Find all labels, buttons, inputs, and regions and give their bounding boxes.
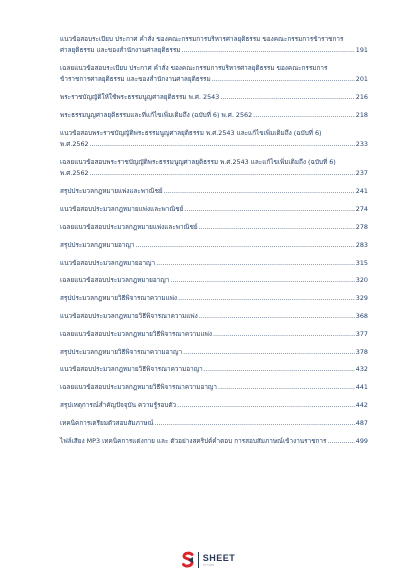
- dot-leader: [156, 258, 355, 269]
- toc-entry: [60, 240, 368, 251]
- toc-entry-title: ศาลยุติธรรม และของสำนักงานศาลยุติธรรม: [60, 46, 181, 55]
- toc-entry: [60, 400, 368, 411]
- toc-entry-row: [60, 74, 368, 85]
- toc-page-number: 329: [355, 294, 368, 303]
- sheet-store-logo-icon: [181, 551, 195, 569]
- logo-word: SHEET: [202, 552, 236, 563]
- dot-leader: [213, 329, 355, 340]
- dot-leader: [204, 364, 355, 375]
- toc-entry-row: [60, 92, 368, 103]
- toc-entry-title-line1: เฉลยแนวข้อสอบพระราชบัญญัติพระธรรมนูญศาลยุติธรรม พ.ศ.2543 และแก้ไขเพิ่มเติมถึง (ฉบับที่ 6): [60, 158, 336, 167]
- toc-entry-row: [60, 364, 368, 375]
- toc-page-number: 441: [355, 383, 368, 392]
- toc-page-number: 377: [355, 329, 368, 338]
- table-of-contents: [60, 34, 368, 453]
- dot-leader: [155, 418, 355, 429]
- toc-entry-title: พระธรรมนูญศาลยุติธรรมและที่แก้ไขเพิ่มเติมถึง (ฉบับที่ 6) พ.ศ. 2562: [60, 111, 253, 120]
- toc-entry-row: [60, 382, 368, 393]
- toc-page-number: 274: [355, 205, 368, 214]
- toc-entry: [60, 128, 368, 150]
- toc-entry: [60, 418, 368, 429]
- dot-leader: [183, 347, 355, 358]
- toc-entry-row: [60, 168, 368, 179]
- toc-page-number: 278: [355, 223, 368, 231]
- toc-entry: [60, 329, 368, 340]
- toc-entry: [60, 222, 368, 233]
- dot-leader: [184, 204, 354, 215]
- toc-entry-title: ข้าราชการศาลยุติธรรม และของสำนักงานศาลยุติธรรม: [60, 75, 211, 84]
- toc-entry-title: แนวข้อสอบประมวลกฎหมายวิธีพิจารณาความแพ่ง: [60, 311, 198, 320]
- toc-entry: [60, 275, 368, 286]
- toc-entry: [60, 34, 368, 56]
- toc-entry-title: แนวข้อสอบประมวลกฎหมายวิธีพิจารณาความอาญา: [60, 365, 203, 374]
- toc-page-number: 487: [355, 418, 368, 427]
- toc-entry-row: [60, 293, 368, 304]
- toc-entry-title: พ.ศ.2562: [60, 169, 89, 178]
- dot-leader: [327, 436, 354, 447]
- logo-text: [203, 554, 236, 567]
- dot-leader: [170, 275, 355, 286]
- dot-leader: [220, 92, 355, 103]
- toc-page-number: 191: [355, 46, 368, 55]
- dot-leader: [199, 311, 355, 322]
- toc-entry-row: [60, 110, 368, 121]
- toc-entry-title: ไฟล์เสียง MP3 เทคนิคการแต่งกาย และ ตัวอย่างสคริปต์คำตอบ การสอบสัมภาษณ์เข้างานราชการ: [60, 436, 327, 445]
- toc-entry-row: [60, 186, 368, 197]
- toc-entry: [60, 92, 368, 103]
- toc-entry-title: สรุปประมวลกฎหมายวิธีพิจารณาความอาญา: [60, 347, 183, 356]
- dot-leader: [199, 222, 355, 233]
- toc-page-number: 499: [355, 436, 368, 445]
- toc-entry: [60, 110, 368, 121]
- toc-page-number: 378: [355, 347, 368, 356]
- toc-entry-row: [60, 418, 368, 429]
- toc-page-number: 283: [355, 240, 368, 249]
- toc-entry-row: [60, 311, 368, 322]
- toc-entry-title-line1: แนวข้อสอบระเบียบ ประกาศ คำสั่ง ของคณะกรรมการบริหารศาลยุติธรรม ของคณะกรรมการข้าราชการ: [60, 35, 344, 43]
- toc-entry: [60, 63, 368, 85]
- footer-logo: [168, 549, 248, 571]
- toc-entry-title: เทคนิคการเตรียมตัวสอบสัมภาษณ์: [60, 418, 154, 427]
- toc-entry: [60, 204, 368, 215]
- dot-leader: [178, 293, 355, 304]
- toc-page-number: 368: [355, 311, 368, 320]
- toc-entry-row: [60, 347, 368, 358]
- toc-entry-row: [60, 275, 368, 286]
- dot-leader: [218, 382, 355, 393]
- toc-entry-title: แนวข้อสอบประมวลกฎหมายอาญา: [60, 258, 156, 267]
- toc-entry-row: [60, 329, 368, 340]
- toc-page-number: 216: [355, 93, 368, 102]
- toc-entry: [60, 293, 368, 304]
- toc-entry-title: พ.ศ.2562: [60, 140, 89, 149]
- toc-entry: [60, 347, 368, 358]
- toc-entry: [60, 186, 368, 197]
- toc-entry-title: สรุปเหตุการณ์สำคัญปัจจุบัน ความรู้รอบตัว: [60, 400, 177, 409]
- toc-entry-title-line1: เฉลยแนวข้อสอบระเบียบ ประกาศ คำสั่ง ของคณะกรรมการบริหารศาลยุติธรรม ของคณะกรรมการ: [60, 64, 328, 73]
- dot-leader: [135, 240, 354, 251]
- toc-entry-row: [60, 240, 368, 251]
- toc-entry: [60, 258, 368, 269]
- toc-entry-title: เฉลยแนวข้อสอบประมวลกฎหมายวิธีพิจารณาความอาญา: [60, 383, 217, 392]
- logo-divider: [198, 552, 199, 568]
- logo-sub: STORE: [202, 562, 215, 567]
- dot-leader: [253, 110, 355, 121]
- toc-page-number: 442: [355, 400, 368, 409]
- dot-leader: [90, 168, 355, 179]
- toc-page-number: 233: [355, 140, 368, 149]
- toc-page-number: 218: [355, 111, 368, 120]
- toc-entry-row: [60, 204, 368, 215]
- toc-page-number: 320: [355, 276, 368, 285]
- toc-entry-title-line1: แนวข้อสอบพระราชบัญญัติพระธรรมนูญศาลยุติธรรม พ.ศ.2543 และแก้ไขเพิ่มเติมถึง (ฉบับที่ 6): [60, 129, 322, 137]
- toc-entry-title: เฉลยแนวข้อสอบประมวลกฎหมายวิธีพิจารณาความแพ่ง: [60, 329, 212, 338]
- toc-entry: [60, 436, 368, 447]
- toc-entry-title: สรุปประมวลกฎหมายวิธีพิจารณาความแพ่ง: [60, 294, 178, 303]
- toc-entry: [60, 382, 368, 393]
- toc-entry-title: แนวข้อสอบประมวลกฎหมายแพ่งและพาณิชย์: [60, 205, 184, 214]
- toc-page-number: 432: [355, 365, 368, 374]
- toc-entry-title: สรุปประมวลกฎหมายอาญา: [60, 240, 135, 249]
- toc-entry-row: [60, 436, 368, 447]
- toc-page-number: 237: [355, 169, 368, 178]
- toc-entry: [60, 364, 368, 375]
- toc-entry-row: [60, 400, 368, 411]
- dot-leader: [182, 45, 355, 56]
- toc-entry-row: [60, 258, 368, 269]
- toc-entry-title: สรุปประมวลกฎหมายแพ่งและพาณิชย์: [60, 187, 163, 196]
- dot-leader: [212, 74, 355, 85]
- toc-entry-row: [60, 45, 368, 56]
- toc-entry-row: [60, 222, 368, 233]
- toc-page-number: 201: [355, 75, 368, 84]
- dot-leader: [90, 139, 355, 150]
- toc-page-number: 241: [355, 187, 368, 196]
- toc-entry: [60, 311, 368, 322]
- toc-entry-title: พระราชบัญญัติให้ใช้พระธรรมนูญศาลยุติธรรม พ.ศ. 2543: [60, 93, 220, 102]
- toc-page-number: 315: [355, 258, 368, 267]
- toc-entry-title: เฉลยแนวข้อสอบประมวลกฎหมายแพ่งและพาณิชย์: [60, 223, 198, 231]
- toc-entry: [60, 157, 368, 179]
- toc-entry-title: เฉลยแนวข้อสอบประมวลกฎหมายอาญา: [60, 276, 170, 285]
- toc-entry-row: [60, 139, 368, 150]
- dot-leader: [177, 400, 355, 411]
- dot-leader: [164, 186, 355, 197]
